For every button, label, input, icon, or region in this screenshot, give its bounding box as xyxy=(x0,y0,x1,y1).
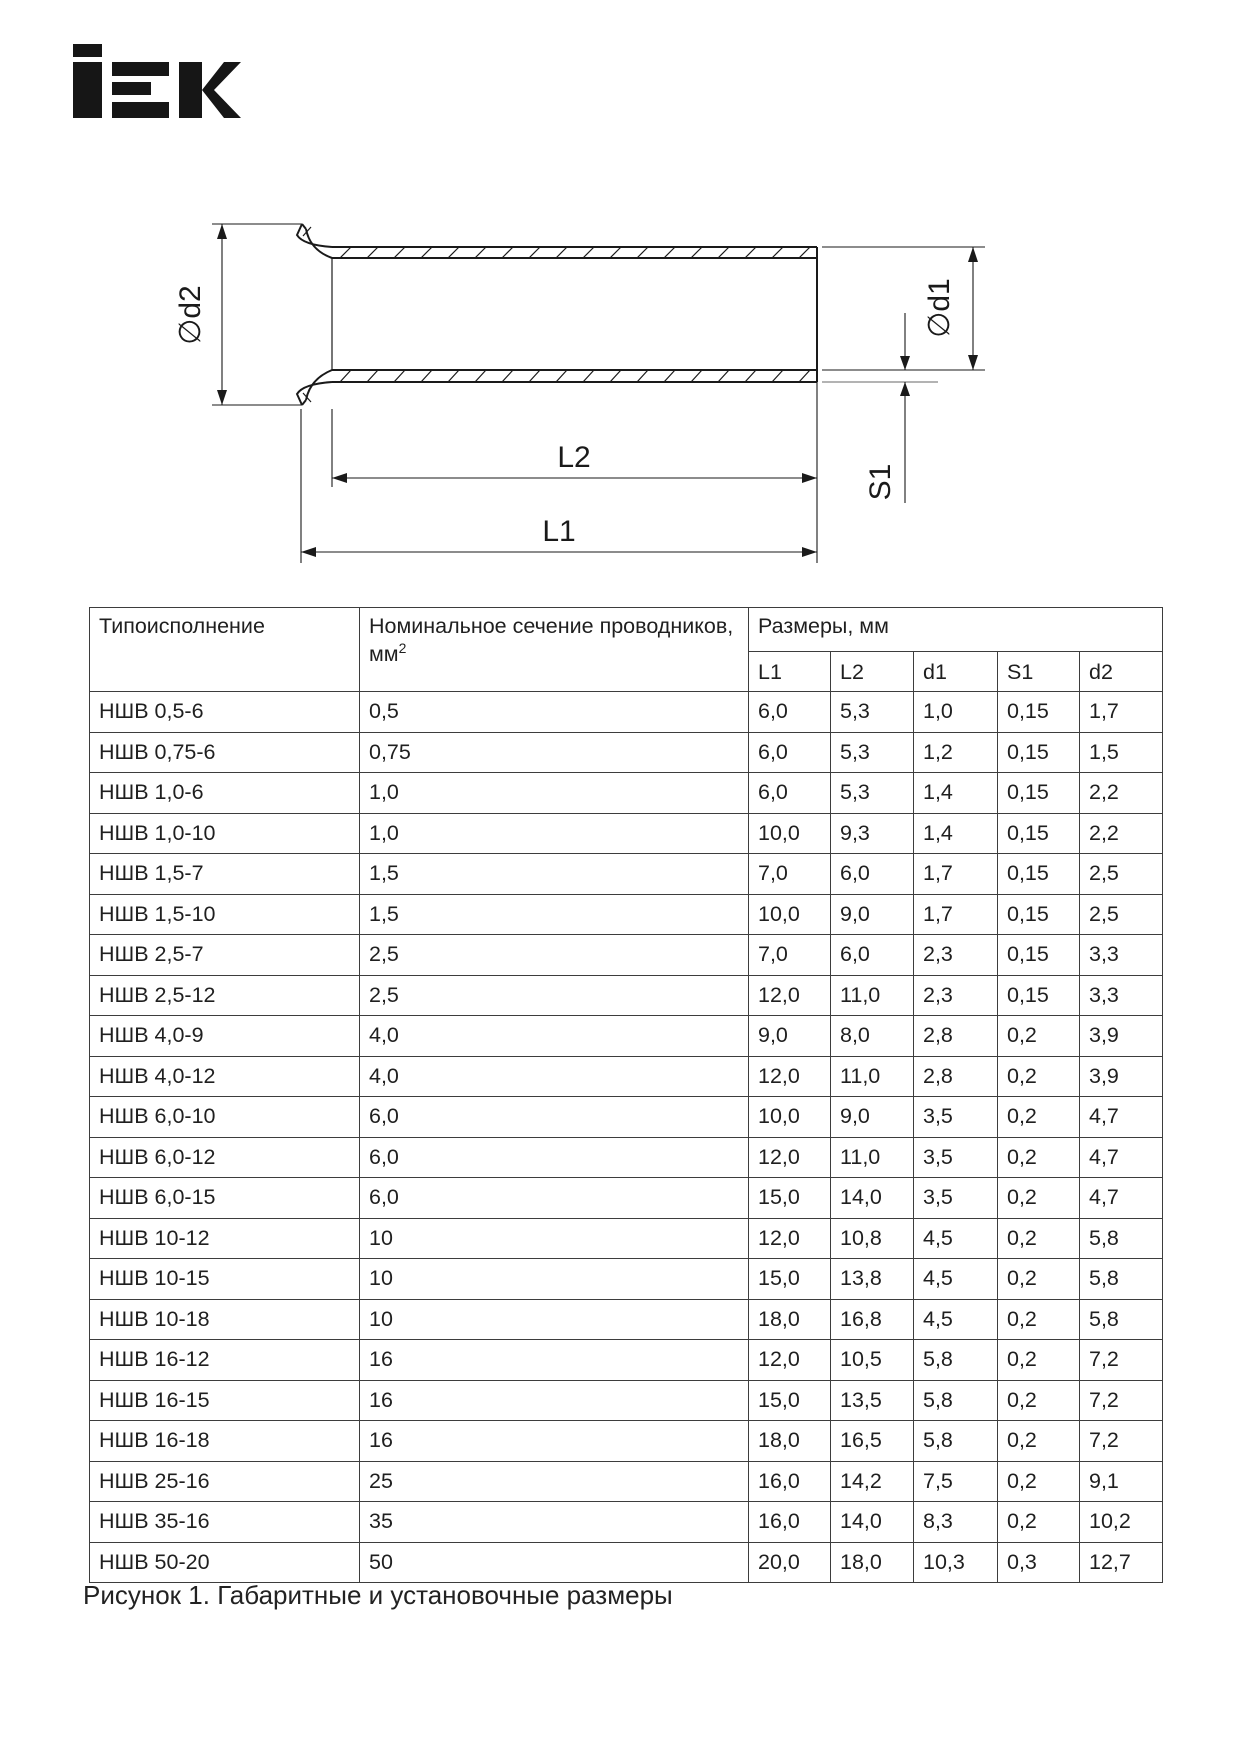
type-cell: НШВ 1,5-7 xyxy=(90,854,360,895)
s1-cell: 0,2 xyxy=(998,1380,1080,1421)
l1-cell: 15,0 xyxy=(749,1380,831,1421)
d2-cell: 2,2 xyxy=(1080,813,1163,854)
s1-cell: 0,3 xyxy=(998,1542,1080,1583)
s1-cell: 0,2 xyxy=(998,1259,1080,1300)
l1-cell: 12,0 xyxy=(749,1137,831,1178)
l2-cell: 13,8 xyxy=(831,1259,914,1300)
d1-cell: 4,5 xyxy=(914,1218,998,1259)
l2-cell: 8,0 xyxy=(831,1016,914,1057)
section-cell: 10 xyxy=(360,1299,749,1340)
d1-cell: 5,8 xyxy=(914,1421,998,1462)
s1-cell: 0,2 xyxy=(998,1016,1080,1057)
table-row xyxy=(90,1259,1163,1300)
l1-cell: 12,0 xyxy=(749,1056,831,1097)
l2-cell: 9,0 xyxy=(831,1097,914,1138)
s1-cell: 0,15 xyxy=(998,692,1080,733)
table-row xyxy=(90,1056,1163,1097)
dimension-s1 xyxy=(822,313,938,503)
table-row xyxy=(90,692,1163,733)
type-cell: НШВ 16-15 xyxy=(90,1380,360,1421)
label-l2: L2 xyxy=(557,441,591,474)
d1-cell: 1,7 xyxy=(914,854,998,895)
type-cell: НШВ 10-15 xyxy=(90,1259,360,1300)
table-row xyxy=(90,1016,1163,1057)
section-cell: 25 xyxy=(360,1461,749,1502)
l1-cell: 15,0 xyxy=(749,1178,831,1219)
section-cell: 50 xyxy=(360,1542,749,1583)
l1-cell: 10,0 xyxy=(749,894,831,935)
type-cell: НШВ 4,0-9 xyxy=(90,1016,360,1057)
type-cell: НШВ 2,5-12 xyxy=(90,975,360,1016)
column-header-section xyxy=(360,608,749,692)
d1-cell: 4,5 xyxy=(914,1259,998,1300)
dimension-l1 xyxy=(301,409,817,563)
table-row xyxy=(90,1421,1163,1462)
d2-cell: 2,5 xyxy=(1080,894,1163,935)
table-row xyxy=(90,935,1163,976)
type-cell: НШВ 0,5-6 xyxy=(90,692,360,733)
d2-cell: 3,3 xyxy=(1080,935,1163,976)
d2-cell: 4,7 xyxy=(1080,1178,1163,1219)
s1-cell: 0,2 xyxy=(998,1502,1080,1543)
d1-cell: 1,0 xyxy=(914,692,998,733)
logo-e-bar xyxy=(112,102,169,118)
l1-cell: 9,0 xyxy=(749,1016,831,1057)
l1-cell: 12,0 xyxy=(749,1218,831,1259)
d1-cell: 5,8 xyxy=(914,1340,998,1381)
d2-cell: 4,7 xyxy=(1080,1097,1163,1138)
section-cell: 16 xyxy=(360,1421,749,1462)
section-cell: 1,5 xyxy=(360,854,749,895)
d2-cell: 1,5 xyxy=(1080,732,1163,773)
d1-cell: 8,3 xyxy=(914,1502,998,1543)
table-row xyxy=(90,1299,1163,1340)
technical-drawing xyxy=(150,195,1000,580)
label-d1: ∅d1 xyxy=(923,278,956,338)
section-cell: 4,0 xyxy=(360,1056,749,1097)
l1-cell: 6,0 xyxy=(749,732,831,773)
type-cell: НШВ 35-16 xyxy=(90,1502,360,1543)
s1-cell: 0,2 xyxy=(998,1178,1080,1219)
l1-cell: 18,0 xyxy=(749,1421,831,1462)
l1-cell: 10,0 xyxy=(749,1097,831,1138)
column-header-d1: d1 xyxy=(914,652,998,692)
d2-cell: 7,2 xyxy=(1080,1340,1163,1381)
table-row xyxy=(90,975,1163,1016)
type-cell: НШВ 1,0-6 xyxy=(90,773,360,814)
l1-cell: 7,0 xyxy=(749,935,831,976)
logo-i-stem xyxy=(73,62,102,118)
section-cell: 1,5 xyxy=(360,894,749,935)
section-cell: 1,0 xyxy=(360,813,749,854)
d2-cell: 9,1 xyxy=(1080,1461,1163,1502)
table-row xyxy=(90,1461,1163,1502)
d1-cell: 1,2 xyxy=(914,732,998,773)
l2-cell: 5,3 xyxy=(831,773,914,814)
table-row xyxy=(90,1097,1163,1138)
s1-cell: 0,2 xyxy=(998,1340,1080,1381)
type-cell: НШВ 10-18 xyxy=(90,1299,360,1340)
s1-cell: 0,15 xyxy=(998,773,1080,814)
section-cell: 0,75 xyxy=(360,732,749,773)
type-cell: НШВ 2,5-7 xyxy=(90,935,360,976)
l1-cell: 15,0 xyxy=(749,1259,831,1300)
s1-cell: 0,15 xyxy=(998,813,1080,854)
d2-cell: 5,8 xyxy=(1080,1259,1163,1300)
d1-cell: 2,8 xyxy=(914,1016,998,1057)
section-cell: 1,0 xyxy=(360,773,749,814)
s1-cell: 0,2 xyxy=(998,1056,1080,1097)
section-cell: 10 xyxy=(360,1259,749,1300)
type-cell: НШВ 6,0-15 xyxy=(90,1178,360,1219)
l2-cell: 14,0 xyxy=(831,1178,914,1219)
section-cell: 35 xyxy=(360,1502,749,1543)
l1-cell: 12,0 xyxy=(749,975,831,1016)
logo-k-bar xyxy=(179,62,202,118)
l1-cell: 12,0 xyxy=(749,1340,831,1381)
d2-cell: 10,2 xyxy=(1080,1502,1163,1543)
section-cell: 6,0 xyxy=(360,1097,749,1138)
section-cell: 16 xyxy=(360,1340,749,1381)
s1-cell: 0,2 xyxy=(998,1461,1080,1502)
d1-cell: 1,4 xyxy=(914,773,998,814)
d1-cell: 2,3 xyxy=(914,935,998,976)
label-l1: L1 xyxy=(542,515,576,548)
table-row xyxy=(90,1502,1163,1543)
column-header-d2: d2 xyxy=(1080,652,1163,692)
type-cell: НШВ 1,0-10 xyxy=(90,813,360,854)
d2-cell: 4,7 xyxy=(1080,1137,1163,1178)
type-cell: НШВ 6,0-10 xyxy=(90,1097,360,1138)
l2-cell: 6,0 xyxy=(831,935,914,976)
column-header-l1: L1 xyxy=(749,652,831,692)
s1-cell: 0,15 xyxy=(998,854,1080,895)
d2-cell: 3,9 xyxy=(1080,1016,1163,1057)
d1-cell: 3,5 xyxy=(914,1137,998,1178)
table-row xyxy=(90,854,1163,895)
d1-cell: 1,7 xyxy=(914,894,998,935)
section-cell: 2,5 xyxy=(360,935,749,976)
table-row xyxy=(90,1218,1163,1259)
l2-cell: 5,3 xyxy=(831,732,914,773)
l2-cell: 6,0 xyxy=(831,854,914,895)
table-row xyxy=(90,894,1163,935)
s1-cell: 0,2 xyxy=(998,1097,1080,1138)
d2-cell: 5,8 xyxy=(1080,1299,1163,1340)
l2-cell: 16,8 xyxy=(831,1299,914,1340)
section-cell: 0,5 xyxy=(360,692,749,733)
column-header-l2: L2 xyxy=(831,652,914,692)
column-header-sizes: Размеры, мм xyxy=(749,608,1163,652)
type-cell: НШВ 50-20 xyxy=(90,1542,360,1583)
d2-cell: 12,7 xyxy=(1080,1542,1163,1583)
hatch-bottom-wall xyxy=(340,370,810,382)
l2-cell: 5,3 xyxy=(831,692,914,733)
figure-caption: Рисунок 1. Габаритные и установочные размеры xyxy=(83,1580,673,1610)
ferrule-outline xyxy=(297,224,817,405)
l1-cell: 10,0 xyxy=(749,813,831,854)
d2-cell: 5,8 xyxy=(1080,1218,1163,1259)
type-cell: НШВ 1,5-10 xyxy=(90,894,360,935)
d2-cell: 7,2 xyxy=(1080,1421,1163,1462)
column-header-section-text: Номинальное сечение проводников, мм xyxy=(369,614,734,667)
type-cell: НШВ 6,0-12 xyxy=(90,1137,360,1178)
l2-cell: 11,0 xyxy=(831,975,914,1016)
l2-cell: 11,0 xyxy=(831,1137,914,1178)
l2-cell: 14,2 xyxy=(831,1461,914,1502)
type-cell: НШВ 16-12 xyxy=(90,1340,360,1381)
type-cell: НШВ 0,75-6 xyxy=(90,732,360,773)
d1-cell: 1,4 xyxy=(914,813,998,854)
d2-cell: 2,2 xyxy=(1080,773,1163,814)
d2-cell: 2,5 xyxy=(1080,854,1163,895)
table-row xyxy=(90,1542,1163,1583)
d1-cell: 3,5 xyxy=(914,1178,998,1219)
l2-cell: 9,0 xyxy=(831,894,914,935)
l1-cell: 7,0 xyxy=(749,854,831,895)
d2-cell: 3,9 xyxy=(1080,1056,1163,1097)
type-cell: НШВ 25-16 xyxy=(90,1461,360,1502)
d1-cell: 2,8 xyxy=(914,1056,998,1097)
l2-cell: 16,5 xyxy=(831,1421,914,1462)
s1-cell: 0,15 xyxy=(998,975,1080,1016)
dimensions-table xyxy=(89,607,1163,1583)
label-d2: ∅d2 xyxy=(174,285,207,345)
d1-cell: 10,3 xyxy=(914,1542,998,1583)
type-cell: НШВ 4,0-12 xyxy=(90,1056,360,1097)
l1-cell: 16,0 xyxy=(749,1461,831,1502)
logo-e-bar xyxy=(112,62,169,76)
column-header-section-sup: 2 xyxy=(398,640,407,657)
l2-cell: 14,0 xyxy=(831,1502,914,1543)
column-header-type: Типоисполнение xyxy=(90,608,360,692)
table-row xyxy=(90,732,1163,773)
s1-cell: 0,15 xyxy=(998,935,1080,976)
s1-cell: 0,2 xyxy=(998,1421,1080,1462)
d1-cell: 3,5 xyxy=(914,1097,998,1138)
l2-cell: 11,0 xyxy=(831,1056,914,1097)
section-cell: 6,0 xyxy=(360,1137,749,1178)
table-row xyxy=(90,1137,1163,1178)
logo-e-bar xyxy=(112,82,151,95)
l2-cell: 18,0 xyxy=(831,1542,914,1583)
s1-cell: 0,2 xyxy=(998,1218,1080,1259)
s1-cell: 0,15 xyxy=(998,894,1080,935)
table-row xyxy=(90,1380,1163,1421)
logo-k-chevron xyxy=(202,62,241,118)
l1-cell: 16,0 xyxy=(749,1502,831,1543)
l1-cell: 6,0 xyxy=(749,773,831,814)
d1-cell: 5,8 xyxy=(914,1380,998,1421)
section-cell: 6,0 xyxy=(360,1178,749,1219)
l2-cell: 10,5 xyxy=(831,1340,914,1381)
l1-cell: 6,0 xyxy=(749,692,831,733)
s1-cell: 0,2 xyxy=(998,1137,1080,1178)
section-cell: 2,5 xyxy=(360,975,749,1016)
column-header-s1: S1 xyxy=(998,652,1080,692)
s1-cell: 0,15 xyxy=(998,732,1080,773)
d2-cell: 3,3 xyxy=(1080,975,1163,1016)
dimension-d2 xyxy=(174,224,302,405)
l1-cell: 20,0 xyxy=(749,1542,831,1583)
d1-cell: 7,5 xyxy=(914,1461,998,1502)
d2-cell: 7,2 xyxy=(1080,1380,1163,1421)
d2-cell: 1,7 xyxy=(1080,692,1163,733)
section-cell: 16 xyxy=(360,1380,749,1421)
logo-i-dot xyxy=(73,44,102,57)
table-row xyxy=(90,1340,1163,1381)
s1-cell: 0,2 xyxy=(998,1299,1080,1340)
table-row xyxy=(90,773,1163,814)
iek-logo xyxy=(73,44,241,120)
type-cell: НШВ 10-12 xyxy=(90,1218,360,1259)
label-s1: S1 xyxy=(864,463,897,501)
d1-cell: 2,3 xyxy=(914,975,998,1016)
l2-cell: 9,3 xyxy=(831,813,914,854)
section-cell: 10 xyxy=(360,1218,749,1259)
table-row xyxy=(90,813,1163,854)
l2-cell: 10,8 xyxy=(831,1218,914,1259)
l2-cell: 13,5 xyxy=(831,1380,914,1421)
d1-cell: 4,5 xyxy=(914,1299,998,1340)
type-cell: НШВ 16-18 xyxy=(90,1421,360,1462)
section-cell: 4,0 xyxy=(360,1016,749,1057)
dimension-d1 xyxy=(822,247,985,370)
table-row xyxy=(90,1178,1163,1219)
l1-cell: 18,0 xyxy=(749,1299,831,1340)
hatch-top-wall xyxy=(340,247,810,258)
